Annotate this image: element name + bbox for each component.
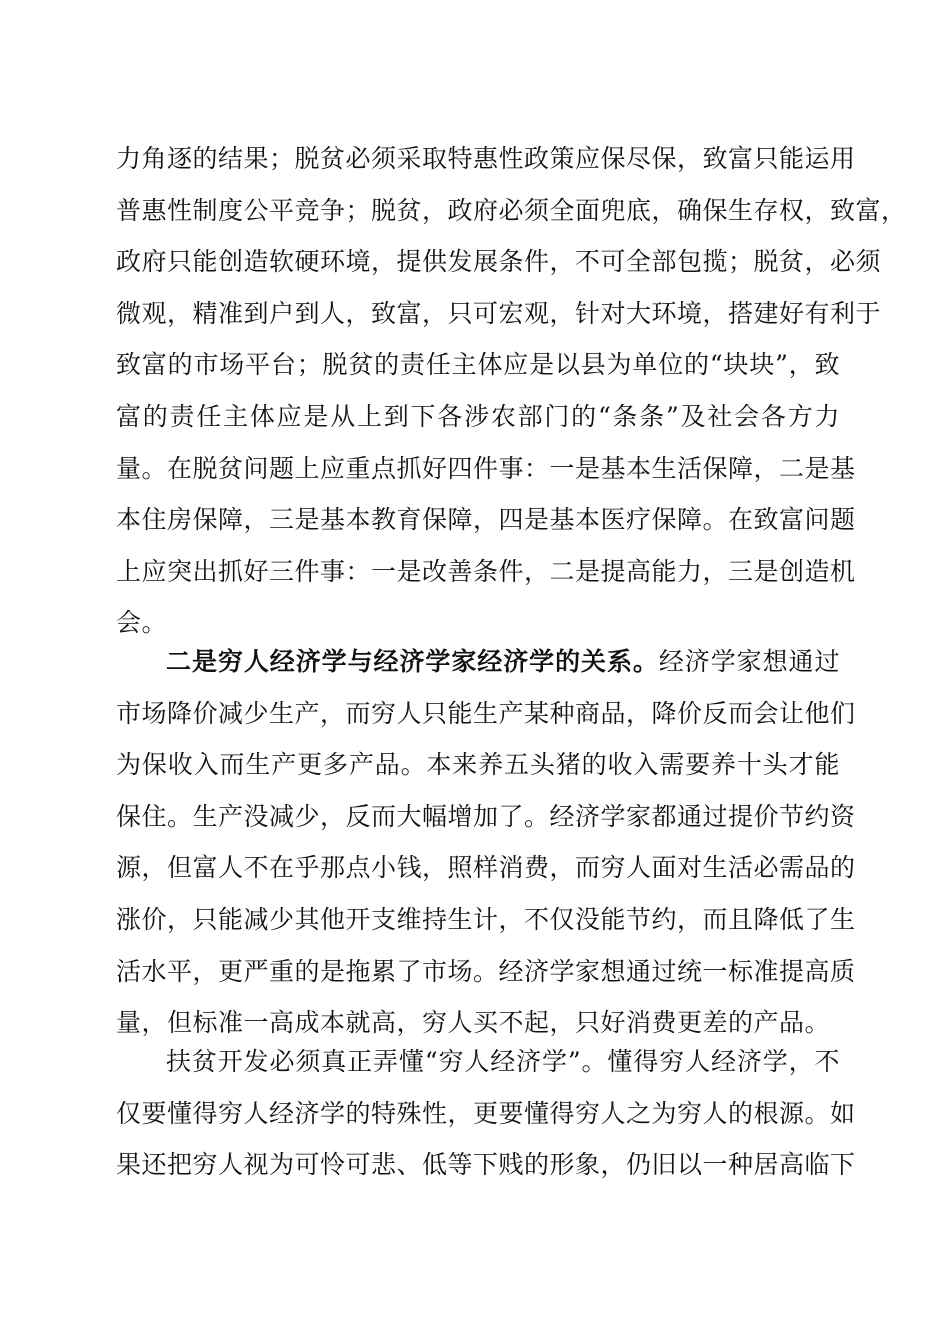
paragraph-first-line	[116, 636, 840, 688]
paragraph-line: 富的责任主体应是从上到下各涉农部门的“条条”及社会各方力	[116, 401, 840, 431]
paragraph-line: 会。	[116, 608, 168, 638]
paragraph-line: 活水平，更严重的是拖累了市场。经济学家想通过统一标准提高质	[116, 956, 856, 986]
paragraph-line: 微观，精准到户到人，致富，只可宏观，针对大环境，搭建好有利于	[116, 298, 882, 328]
paragraph-line: 仅要懂得穷人经济学的特殊性，更要懂得穷人之为穷人的根源。如	[116, 1098, 856, 1128]
paragraph-line: 果还把穷人视为可怜可悲、低等下贱的形象，仍旧以一种居高临下	[116, 1150, 856, 1180]
paragraph-line: 政府只能创造软硬环境，提供发展条件，不可全部包揽；脱贫，必须	[116, 247, 882, 277]
paragraph-line: 致富的市场平台；脱贫的责任主体应是以县为单位的“块块”，致	[116, 350, 840, 380]
paragraph-line: 保住。生产没减少，反而大幅增加了。经济学家都通过提价节约资	[116, 801, 856, 831]
paragraph-line: 为保收入而生产更多产品。本来养五头猪的收入需要养十头才能	[116, 750, 840, 780]
paragraph-line: 上应突出抓好三件事：一是改善条件，二是提高能力，三是创造机	[116, 556, 856, 586]
paragraph-line: 涨价，只能减少其他开支维持生计，不仅没能节约，而且降低了生	[116, 904, 856, 934]
paragraph-line: 量。在脱贫问题上应重点抓好四件事：一是基本生活保障，二是基	[116, 453, 856, 483]
bold-lead-sentence: 二是穷人经济学与经济学家经济学的关系。	[166, 647, 659, 676]
paragraph-1	[116, 133, 907, 649]
paragraph-line: 普惠性制度公平竞争；脱贫，政府必须全面兜底，确保生存权，致富，	[116, 195, 907, 225]
paragraph-line: 源，但富人不在乎那点小钱，照样消费，而穷人面对生活必需品的	[116, 853, 856, 883]
paragraph-3	[116, 1036, 856, 1191]
paragraph-2	[116, 636, 856, 1049]
first-line-rest: 经济学家想通过	[658, 647, 840, 676]
paragraph-line: 扶贫开发必须真正弄懂“穷人经济学”。懂得穷人经济学，不	[166, 1047, 840, 1076]
paragraph-line: 本住房保障，三是基本教育保障，四是基本医疗保障。在致富问题	[116, 505, 856, 535]
paragraph-line: 市场降价减少生产，而穷人只能生产某种商品，降价反而会让他们	[116, 698, 856, 728]
paragraph-line: 量，但标准一高成本就高，穷人买不起，只好消费更差的产品。	[116, 1008, 831, 1038]
paragraph-line: 力角逐的结果；脱贫必须采取特惠性政策应保尽保，致富只能运用	[116, 144, 856, 173]
